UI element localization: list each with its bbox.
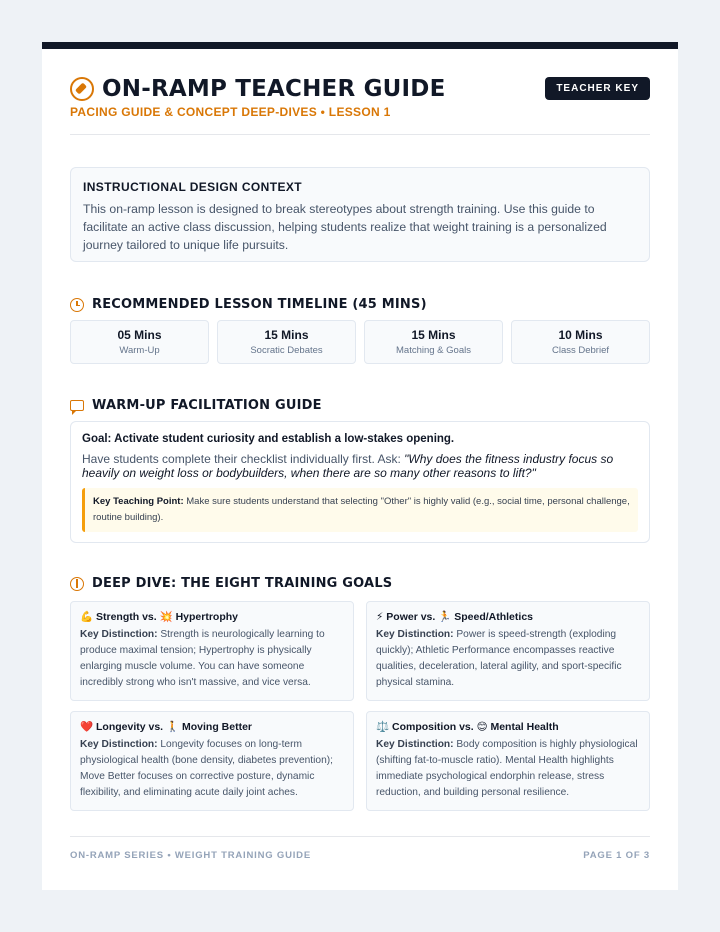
callout-label: Key Teaching Point: xyxy=(93,496,184,507)
timeline-item xyxy=(217,320,356,364)
title-row xyxy=(70,76,445,102)
guide-page xyxy=(42,42,678,890)
goals-heading xyxy=(70,576,392,591)
goal-card-text: Body composition is highly physiological (shifting fat-to-muscle ratio). Mental Health highlights immediate psychological endorphin release, stress reduction, and building personal resilience. xyxy=(376,739,638,798)
timeline-item xyxy=(70,320,209,364)
goal-card-power xyxy=(366,601,650,701)
timeline-item xyxy=(511,320,650,364)
timeline-item xyxy=(364,320,503,364)
page-footer xyxy=(70,836,650,870)
goal-card-body xyxy=(80,737,344,801)
warmup-goal: Goal: Activate student curiosity and establish a low-stakes opening. xyxy=(82,433,455,445)
timeline-label: Warm-Up xyxy=(119,345,160,356)
goal-card-body xyxy=(376,737,640,801)
timeline-heading-text: RECOMMENDED LESSON TIMELINE (45 MINS) xyxy=(92,297,427,312)
page-header xyxy=(70,49,650,135)
goal-card-text: Power is speed-strength (exploding quickly); Athletic Performance encompasses reactive qualities, deceleration, lateral agility, and sport-specific physical stamina. xyxy=(376,629,622,688)
page-title: ON-RAMP TEACHER GUIDE xyxy=(102,76,446,102)
timeline-heading xyxy=(70,297,427,312)
chat-icon xyxy=(70,400,84,411)
goals-heading-text: DEEP DIVE: THE EIGHT TRAINING GOALS xyxy=(92,576,393,591)
goal-card-title: 💪 Strength vs. 💥 Hypertrophy xyxy=(80,611,239,623)
footer-series: ON-RAMP SERIES • WEIGHT TRAINING GUIDE xyxy=(70,850,311,861)
warmup-heading-text: WARM-UP FACILITATION GUIDE xyxy=(92,398,322,413)
key-distinction-label: Key Distinction: xyxy=(80,629,158,640)
page-number: PAGE 1 OF 3 xyxy=(583,850,650,861)
context-title: INSTRUCTIONAL DESIGN CONTEXT xyxy=(83,180,302,194)
timeline-label: Matching & Goals xyxy=(396,345,471,356)
goal-card-longevity xyxy=(70,711,354,811)
goal-card-title: ❤️ Longevity vs. 🚶 Moving Better xyxy=(80,721,253,733)
warmup-instruction: Have students complete their checklist individually first. Ask: xyxy=(82,452,405,466)
timeline-label: Class Debrief xyxy=(551,345,610,356)
key-distinction-label: Key Distinction: xyxy=(376,629,454,640)
callout-text: Make sure students understand that selecting "Other" is highly valid (e.g., social time, personal challenge, routine building). xyxy=(93,496,630,523)
timeline-mins: 10 Mins xyxy=(558,328,603,342)
goal-card-title: ⚡ Power vs. 🏃 Speed/Athletics xyxy=(376,611,533,623)
goal-card-composition xyxy=(366,711,650,811)
compass-icon xyxy=(70,77,94,101)
goal-card-body xyxy=(80,627,344,691)
goal-card-text: Longevity focuses on long-term physiological health (bone density, diabetes prevention); Move Better focuses on corrective posture, dynamic flexibility, and eliminating acute daily joint aches. xyxy=(80,739,333,798)
warmup-body xyxy=(82,452,638,480)
page-subtitle: PACING GUIDE & CONCEPT DEEP-DIVES • LESSON 1 xyxy=(70,105,391,119)
timeline-mins: 15 Mins xyxy=(411,328,456,342)
warmup-heading xyxy=(70,398,322,413)
context-body: This on-ramp lesson is designed to break stereotypes about strength training. Use this guide to facilitate an active class discussion, helping students realize that weight training is a personalized journey tailored to unique life pursuits. xyxy=(83,202,607,252)
goal-card-text: Strength is neurologically learning to produce maximal tension; Hypertrophy is physically enlarging muscle volume. You can have someone incredibly strong who isn't massive, and vice versa. xyxy=(80,629,325,688)
clock-icon xyxy=(70,298,84,312)
timeline-mins: 15 Mins xyxy=(264,328,309,342)
goal-card-strength xyxy=(70,601,354,701)
goal-card-body xyxy=(376,627,640,691)
goal-card-title: ⚖️ Composition vs. 😊 Mental Health xyxy=(376,721,559,733)
timeline xyxy=(70,320,650,364)
timeline-mins: 05 Mins xyxy=(117,328,162,342)
context-box xyxy=(70,167,650,262)
teacher-key-badge: TEACHER KEY xyxy=(545,77,650,100)
teaching-point-callout xyxy=(82,488,638,532)
warmup-card xyxy=(70,421,650,543)
warmup-question: "Why does the fitness industry focus so heavily on weight loss or bodybuilders, when there are so many other reasons to lift?" xyxy=(82,452,614,480)
timeline-label: Socratic Debates xyxy=(250,345,323,356)
key-distinction-label: Key Distinction: xyxy=(376,739,454,750)
brain-icon xyxy=(70,577,84,591)
key-distinction-label: Key Distinction: xyxy=(80,739,158,750)
